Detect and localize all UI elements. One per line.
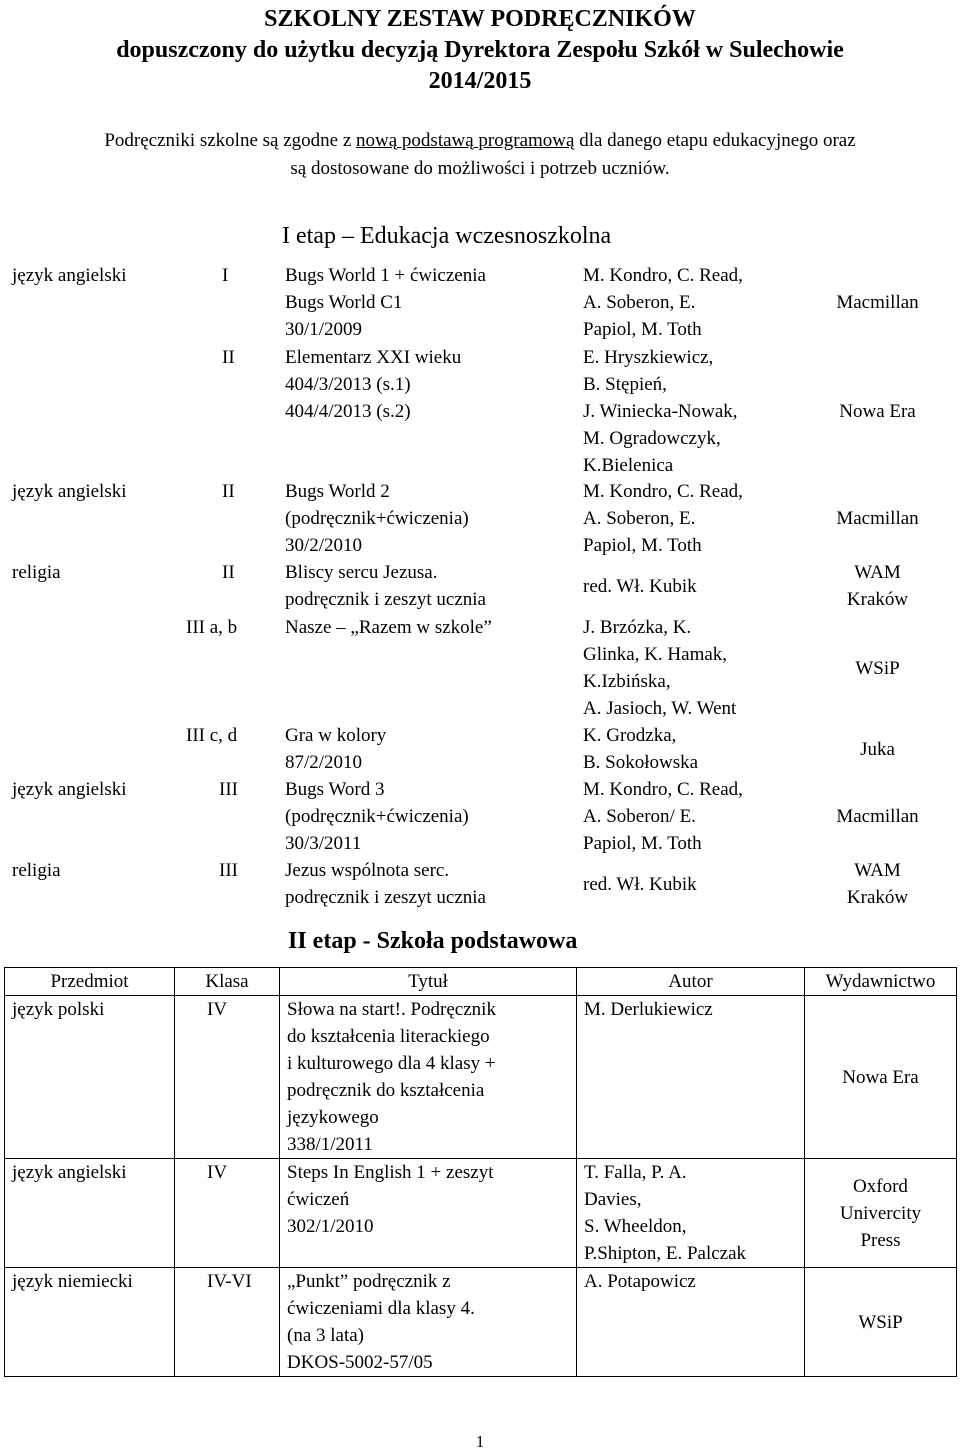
stage1-row-author: M. Kondro, C. Read, A. Soberon, E. Papiol, M. Toth xyxy=(583,265,743,340)
row-title: „Punkt” podręcznik z ćwiczeniami dla klasy 4. (na 3 lata) DKOS-5002-57/05 xyxy=(280,1268,577,1377)
stage1-row-subject: język angielski xyxy=(12,265,127,286)
stage2-table xyxy=(4,967,957,1377)
stage1-row-author: J. Brzózka, K. Glinka, K. Hamak, K.Izbińska, A. Jasioch, W. Went xyxy=(583,617,737,719)
intro-text-a: Podręczniki szkolne są zgodne z xyxy=(104,130,357,151)
intro-line-2: są dostosowane do możliwości i potrzeb uczniów. xyxy=(290,158,670,179)
stage1-row-class: II xyxy=(222,347,235,368)
stage1-row-subject: język angielski xyxy=(12,481,127,502)
stage1-row-publisher: WAM Kraków xyxy=(846,860,909,908)
stage1-row-publisher: Juka xyxy=(860,739,895,760)
stage1-row-subject: język angielski xyxy=(12,779,127,800)
header-class: Klasa xyxy=(175,968,280,996)
header-subject: Przedmiot xyxy=(5,968,175,996)
header-publisher: Wydawnictwo xyxy=(805,968,957,996)
stage1-row-title: Bliscy sercu Jezusa. podręcznik i zeszyt ucznia xyxy=(285,562,486,610)
row-author: M. Derlukiewicz xyxy=(577,996,805,1159)
intro-text-b: dla danego etapu edukacyjnego oraz xyxy=(574,130,856,151)
row-subject: język niemiecki xyxy=(5,1268,175,1377)
stage1-row-class: I xyxy=(222,265,229,286)
row-subject: język polski xyxy=(5,996,175,1159)
row-publisher: WSiP xyxy=(805,1268,957,1377)
row-class: IV xyxy=(175,996,280,1159)
stage1-row-publisher: Macmillan xyxy=(836,292,919,313)
stage1-row-subject: religia xyxy=(12,562,61,583)
stage1-row-author: K. Grodzka, B. Sokołowska xyxy=(583,725,699,773)
stage1-row-title: Elementarz XXI wieku 404/3/2013 (s.1) 404/4/2013 (s.2) xyxy=(285,347,462,422)
table-row xyxy=(5,996,957,1159)
stage1-row-class: III xyxy=(219,779,238,800)
intro-line-1 xyxy=(0,127,960,154)
stage1-row-author: M. Kondro, C. Read, A. Soberon/ E. Papiol, M. Toth xyxy=(583,779,743,854)
row-author: T. Falla, P. A. Davies, S. Wheeldon, P.Shipton, E. Palczak xyxy=(577,1159,805,1268)
header-title: Tytuł xyxy=(280,968,577,996)
stage1-row-publisher: Macmillan xyxy=(836,806,919,827)
stage1-row-class: II xyxy=(222,481,235,502)
stage1-row-title: Bugs Word 3 (podręcznik+ćwiczenia) 30/3/2011 xyxy=(285,779,469,854)
page-number: 1 xyxy=(475,1432,485,1451)
stage1-row-title: Bugs World 1 + ćwiczenia Bugs World C1 30/1/2009 xyxy=(285,265,486,340)
intro-underlined: nową podstawą programową xyxy=(356,130,575,151)
stage1-row-title: Jezus wspólnota serc. podręcznik i zeszyt ucznia xyxy=(285,860,486,908)
row-title: Steps In English 1 + zeszyt ćwiczeń 302/1/2010 xyxy=(280,1159,577,1268)
stage1-row-author: E. Hryszkiewicz, B. Stępień, J. Winiecka-Nowak, M. Ogradowczyk, K.Bielenica xyxy=(583,347,738,476)
stage1-row-publisher: WSiP xyxy=(855,658,900,679)
stage1-row-class: II xyxy=(222,562,235,583)
stage1-row-title: Bugs World 2 (podręcznik+ćwiczenia) 30/2/2010 xyxy=(285,481,469,556)
stage1-title: I etap – Edukacja wczesnoszkolna xyxy=(282,223,612,249)
school-year: 2014/2015 xyxy=(428,68,532,94)
row-subject: język angielski xyxy=(5,1159,175,1268)
header-author: Autor xyxy=(577,968,805,996)
stage1-row-author: red. Wł. Kubik xyxy=(583,874,697,895)
table-header-row xyxy=(5,968,957,996)
row-publisher: Nowa Era xyxy=(805,996,957,1159)
row-publisher: Oxford Univercity Press xyxy=(805,1159,957,1268)
stage1-row-class: III a, b xyxy=(186,617,238,638)
stage1-row-title: Nasze – „Razem w szkole” xyxy=(285,617,492,638)
row-title: Słowa na start!. Podręcznik do kształcenia literackiego i kulturowego dla 4 klasy + podręcznik do kształcenia językowego 338/1/2011 xyxy=(280,996,577,1159)
stage2-title: II etap - Szkoła podstawowa xyxy=(288,928,578,954)
row-author: A. Potapowicz xyxy=(577,1268,805,1377)
stage1-row-publisher: WAM Kraków xyxy=(846,562,909,610)
row-class: IV-VI xyxy=(175,1268,280,1377)
doc-subtitle: dopuszczony do użytku decyzją Dyrektora Zespołu Szkół w Sulechowie xyxy=(116,37,844,63)
stage1-row-author: M. Kondro, C. Read, A. Soberon, E. Papiol, M. Toth xyxy=(583,481,743,556)
stage1-row-class: III c, d xyxy=(186,725,238,746)
table-row xyxy=(5,1268,957,1377)
stage1-row-publisher: Macmillan xyxy=(836,508,919,529)
stage1-row-publisher: Nowa Era xyxy=(839,401,916,422)
doc-title: SZKOLNY ZESTAW PODRĘCZNIKÓW xyxy=(264,6,696,32)
stage1-row-class: III xyxy=(219,860,238,881)
table-row xyxy=(5,1159,957,1268)
stage1-row-subject: religia xyxy=(12,860,61,881)
stage1-row-title: Gra w kolory 87/2/2010 xyxy=(285,725,387,773)
stage1-row-author: red. Wł. Kubik xyxy=(583,576,697,597)
row-class: IV xyxy=(175,1159,280,1268)
